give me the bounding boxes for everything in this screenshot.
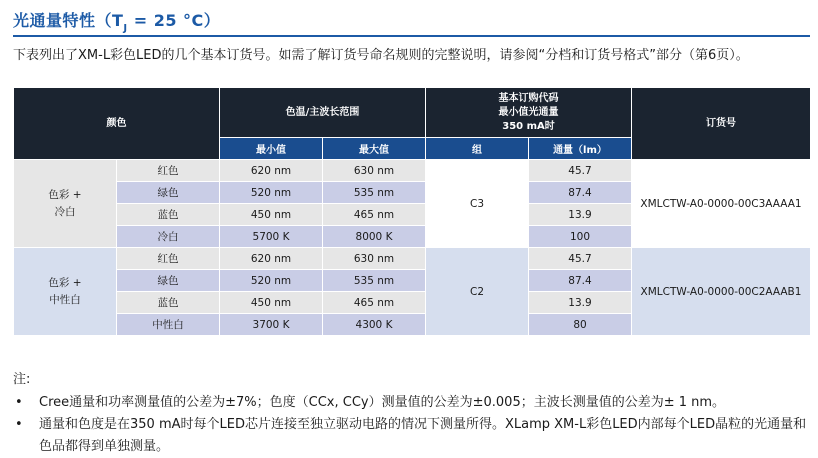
header-order-code-line3: 350 mA时 (502, 120, 555, 132)
max-cell: 465 nm (323, 292, 426, 314)
color-cell: 绿色 (117, 270, 220, 292)
title-rest: = 25 °C） (127, 11, 221, 30)
notes-heading: 注: (13, 372, 31, 387)
min-cell: 520 nm (220, 270, 323, 292)
flux-cell: 100 (529, 226, 632, 248)
group-code-cell: C2 (426, 248, 529, 336)
max-cell: 8000 K (323, 226, 426, 248)
title-rule (13, 35, 810, 37)
color-cell: 蓝色 (117, 292, 220, 314)
flux-cell: 13.9 (529, 292, 632, 314)
group-label-line2: 冷白 (54, 205, 76, 218)
page-title (13, 8, 221, 34)
header-cct-range: 色温/主波长范围 (220, 88, 426, 138)
max-cell: 535 nm (323, 182, 426, 204)
min-cell: 520 nm (220, 182, 323, 204)
table-row (14, 248, 811, 270)
flux-cell: 45.7 (529, 248, 632, 270)
table-row (14, 160, 811, 182)
color-cell: 中性白 (117, 314, 220, 336)
group-label-line2: 中性白 (49, 293, 81, 306)
note-item (13, 414, 818, 458)
note-text: Cree通量和功率测量值的公差为±7%；色度（CCx, CCy）测量值的公差为±0.005；主波长测量值的公差为± 1 nm。 (39, 395, 726, 410)
header-min: 最小值 (220, 138, 323, 160)
color-cell: 蓝色 (117, 204, 220, 226)
min-cell: 620 nm (220, 248, 323, 270)
color-cell: 冷白 (117, 226, 220, 248)
flux-cell: 80 (529, 314, 632, 336)
group-label-line1: 色彩 + (48, 276, 82, 289)
order-number-cell: XMLCTW-A0-0000-00C2AAAB1 (632, 248, 811, 336)
title-subscript: J (123, 23, 128, 34)
intro-text: 下表列出了XM-L彩色LED的几个基本订货号。如需了解订货号命名规则的完整说明，请参阅“分档和订货号格式”部分（第6页）。 (13, 48, 749, 63)
bullet-icon: • (15, 395, 23, 410)
note-item (13, 392, 818, 414)
max-cell: 630 nm (323, 160, 426, 182)
max-cell: 630 nm (323, 248, 426, 270)
max-cell: 4300 K (323, 314, 426, 336)
note-text: 通量和色度是在350 mA时每个LED芯片连接至独立驱动电路的情况下测量所得。XLamp XM-L彩色LED内部每个LED晶粒的光通量和色品都得到单独测量。 (39, 417, 807, 454)
min-cell: 450 nm (220, 204, 323, 226)
min-cell: 3700 K (220, 314, 323, 336)
bullet-icon: • (15, 417, 23, 432)
header-order-code-line1: 基本订购代码 (498, 92, 559, 104)
color-cell: 绿色 (117, 182, 220, 204)
flux-table (13, 87, 811, 336)
header-flux: 通量（lm） (529, 138, 632, 160)
header-max: 最大值 (323, 138, 426, 160)
group-label (14, 248, 117, 336)
flux-cell: 87.4 (529, 270, 632, 292)
min-cell: 5700 K (220, 226, 323, 248)
color-cell: 红色 (117, 248, 220, 270)
notes-section (13, 368, 818, 458)
header-order-code-line2: 最小值光通量 (498, 106, 559, 118)
header-order-number: 订货号 (632, 88, 811, 160)
group-label (14, 160, 117, 248)
flux-cell: 87.4 (529, 182, 632, 204)
color-cell: 红色 (117, 160, 220, 182)
min-cell: 450 nm (220, 292, 323, 314)
header-color: 颜色 (14, 88, 220, 160)
group-label-line1: 色彩 + (48, 188, 82, 201)
max-cell: 535 nm (323, 270, 426, 292)
order-number-cell: XMLCTW-A0-0000-00C3AAAA1 (632, 160, 811, 248)
max-cell: 465 nm (323, 204, 426, 226)
title-main: 光通量特性（T (13, 11, 124, 30)
header-group: 组 (426, 138, 529, 160)
min-cell: 620 nm (220, 160, 323, 182)
header-order-code (426, 88, 632, 138)
group-code-cell: C3 (426, 160, 529, 248)
flux-cell: 13.9 (529, 204, 632, 226)
flux-cell: 45.7 (529, 160, 632, 182)
